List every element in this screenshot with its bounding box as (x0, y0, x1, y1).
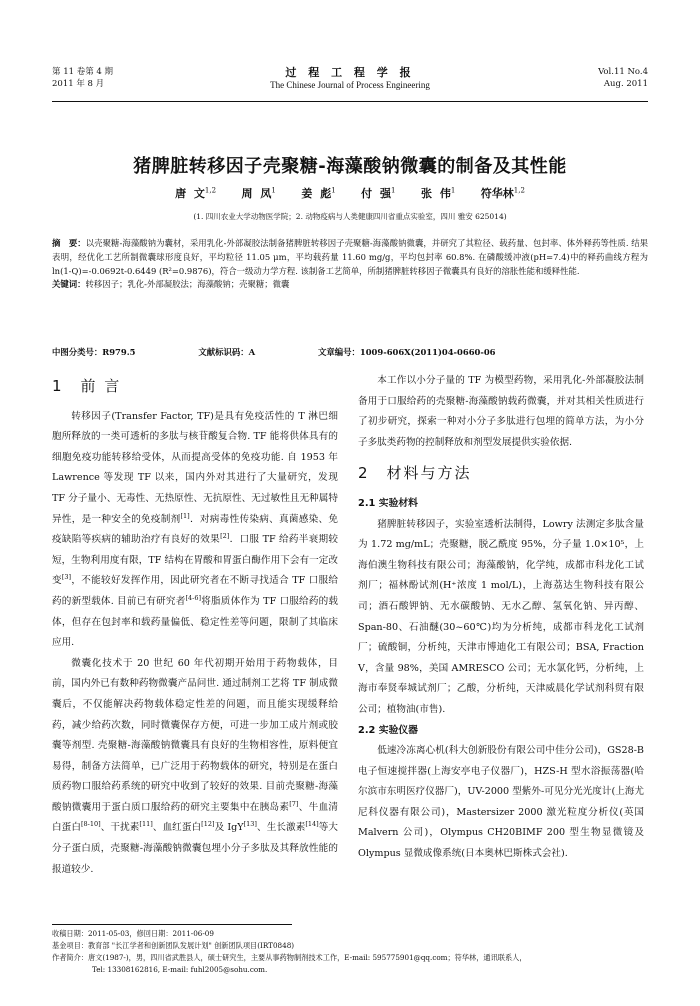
journal-title-en: The Chinese Journal of Process Engineering (270, 80, 430, 90)
materials-paragraph: 猪脾脏转移因子，实验室透析法制得，Lowry 法测定多肽含量为 1.72 mg/mL；壳聚糖，脱乙酰度 95%，分子量 1.0×10⁵，上海伯澳生物科技有限公司；海藻酸钠，化学纯，成都市科龙化工试剂厂；福林酚试剂(H⁺浓度 1 mol/L)，上海荔达生物科技有限公司；酒石酸钾钠、无水碳酸钠、无水乙醇、氢氧化钠、异丙醇、Span-80、石油醚(30~60℃)均为分析纯，成都市科龙化工试剂厂；硫酸铜，分析纯，天津市博迪化工有限公司；BSA, Fraction V，含量 98%，美国 AMRESCO 公司；无水氯化钙，分析纯，上海市奉贤奉城试剂厂；乙酸，分析纯，天津威晨化学试剂科贸有限公司；植物油(市售). (358, 518, 644, 715)
affiliation: (1. 四川农业大学动物医学院；2. 动物疫病与人类健康四川省重点实验室，四川 雅安 625014) (193, 212, 507, 221)
author-list (52, 185, 648, 201)
issue-info-en (598, 66, 648, 90)
document-code: 文献标识码：A (198, 347, 256, 357)
section-2-heading: 2 材料与方法 (358, 464, 472, 483)
clc-number: 中图分类号：R979.5 (52, 347, 136, 357)
intro-paragraph-1: 转移因子(Transfer Factor, TF)是具有免疫活性的 T 淋巴细胞所释放的一类可透析的多肽与核苷酸复合物. TF 能将供体具有的细胞免疫功能转移给受体，从而提高受体的免疫功能. 自 1953 年 Lawrence 等发现 TF 以来，国内外对其进行了大量研究，发现 TF 分子量小、无毒性、无热原性、无抗原性、无过敏性且无种属特异性，是一种安全的免疫制剂[1]．对病毒性传染病、真菌感染、免疫缺陷等疾病的辅助治疗有良好的效果[2]．口服 TF 给药半衰期较短，生物利用度有限，TF 结构在胃酸和胃蛋白酶作用下会有一定改变[3]，不能较好发挥作用，因此研究者在不断寻找适合 TF 口服给药的新型载体. 目前已有研究者[4-6]将脂质体作为 TF 口服给药的载体，但存在包封率和载药量偏低、稳定性差等问题，限制了其临床应用. (52, 410, 339, 649)
date-en: Aug. 2011 (603, 79, 648, 89)
right-column (358, 371, 644, 865)
intro-paragraph-3: 本工作以小分子量的 TF 为模型药物，采用乳化-外部凝胶法制备用于口服给药的壳聚糖-海藻酸钠载药微囊，并对其相关性质进行了初步研究，探索一种对小分子多肽进行包埋的简单方法，为小分子多肽类药物的控制释放和剂型发展提供实验依据. (358, 375, 644, 448)
fund-info: 基金项目：教育部 "长江学者和创新团队发展计划" 创新团队项目(IRT0848) (52, 941, 295, 950)
footnote-divider (52, 924, 292, 925)
author-info: 作者简介：唐文(1987-)，男，四川省武胜县人，硕士研究生，主要从事药物制剂技术工作，E-mail: 595775901@qq.com；符华林，通讯联系人， (52, 953, 527, 962)
section-1-heading: 1 前 言 (52, 377, 122, 395)
journal-title (52, 66, 648, 91)
section-2-1-heading: 2.1 实验材料 (358, 497, 418, 509)
author: 唐 文$^{1,2}$ (175, 186, 217, 200)
header-divider (52, 101, 648, 102)
contact-info: Tel: 13308162816, E-mail: fuhl2005@sohu.com. (92, 965, 268, 974)
author: 张 伟$^1$ (420, 186, 456, 200)
keywords-label: 关键词： (52, 279, 86, 290)
section-2-2-heading: 2.2 实验仪器 (358, 724, 418, 736)
abstract-body (52, 237, 648, 278)
author: 符华林$^{1,2}$ (480, 186, 525, 200)
abstract-text: 以壳聚糖-海藻酸钠为囊材，采用乳化-外部凝胶法制备猪脾脏转移因子壳聚糖-海藻酸钠微囊，并研究了其粒径、载药量、包封率、体外释药等性质. 结果表明，经优化工艺所制微囊球形度良好，平均粒径 11.05 μm，平均载药量 11.60 mg/g，平均包封率 60.8%. 在磷酸缓冲液(pH=7.4)中的释药曲线方程为 ln(1-Q)=-0.0692t-0.6449 (R²=0.9876)，符合一级动力学方程. 该制备工艺简单，所制猪脾脏转移因子微囊具有良好的溶胀性能和缓释性能. (52, 238, 649, 276)
journal-title-cn: 过 程 工 程 学 报 (285, 66, 415, 79)
abstract-label: 摘 要： (52, 238, 86, 248)
left-column (52, 372, 338, 880)
footnote (52, 928, 648, 976)
abstract (52, 237, 648, 292)
volume-en: Vol.11 No.4 (598, 67, 648, 77)
received-date: 收稿日期：2011-05-03，修回日期：2011-06-09 (52, 929, 214, 938)
author: 周 凤$^1$ (241, 186, 276, 200)
author: 姜 彪$^1$ (301, 186, 336, 200)
keywords-text: 转移因子；乳化-外部凝胶法；海藻酸钠；壳聚糖；微囊 (85, 279, 290, 290)
keywords (52, 278, 648, 292)
issue-date: 2011 年 8 月 (52, 79, 105, 89)
issue-volume: 第 11 卷第 4 期 (52, 67, 114, 77)
classification-meta (52, 346, 648, 358)
article-number: 文章编号：1009-606X(2011)04-0660-06 (318, 347, 496, 357)
journal-header (52, 66, 648, 102)
paper-title: 猪脾脏转移因子壳聚糖-海藻酸钠微囊的制备及其性能 (133, 156, 567, 177)
author: 付 强$^1$ (361, 186, 396, 200)
intro-paragraph-2: 微囊化技术于 20 世纪 60 年代初期开始用于药物载体，目前，国内外已有数种药物微囊产品问世. 通过制剂工艺将 TF 制成微囊后，不仅能解决药物载体稳定性差的问题，而且能实现缓释给药，减少给药次数，同时微囊保存方便，可进一步加工成片剂或胶囊等剂型. 壳聚糖-海藻酸钠微囊具有良好的生物相容性，原料便宜易得，制备方法简单，已广泛用于药物载体的研究，特别是在蛋白质药物口服给药系统的研究中收到了较好的效果. 目前壳聚糖-海藻酸钠微囊用于蛋白质口服给药的研究主要集中在胰岛素[7]、牛血清白蛋白[8-10]、干扰素[11]、血红蛋白[12]及 IgY[13]、生长激素[14]等大分子蛋白质，壳聚糖-海藻酸钠微囊包埋小分子多肽及其释放性能的报道较少. (52, 657, 339, 875)
instruments-paragraph: 低速冷冻离心机(科大创新股份有限公司中佳分公司)，GS28-B 电子恒速搅拌器(上海安亭电子仪器厂)，HZS-H 型水浴振荡器(哈尔滨市东明医疗仪器厂)，UV-2000 型紫外-可见分光光度计(上海尤尼科仪器有限公司)，Mastersizer 2000 激光粒度分析仪(英国 Malvern 公司)，Olympus CH20BIMF 200 型生物显微镜及 Olympus 显微成像系统(日本奥林巴斯株式会社). (358, 745, 644, 860)
